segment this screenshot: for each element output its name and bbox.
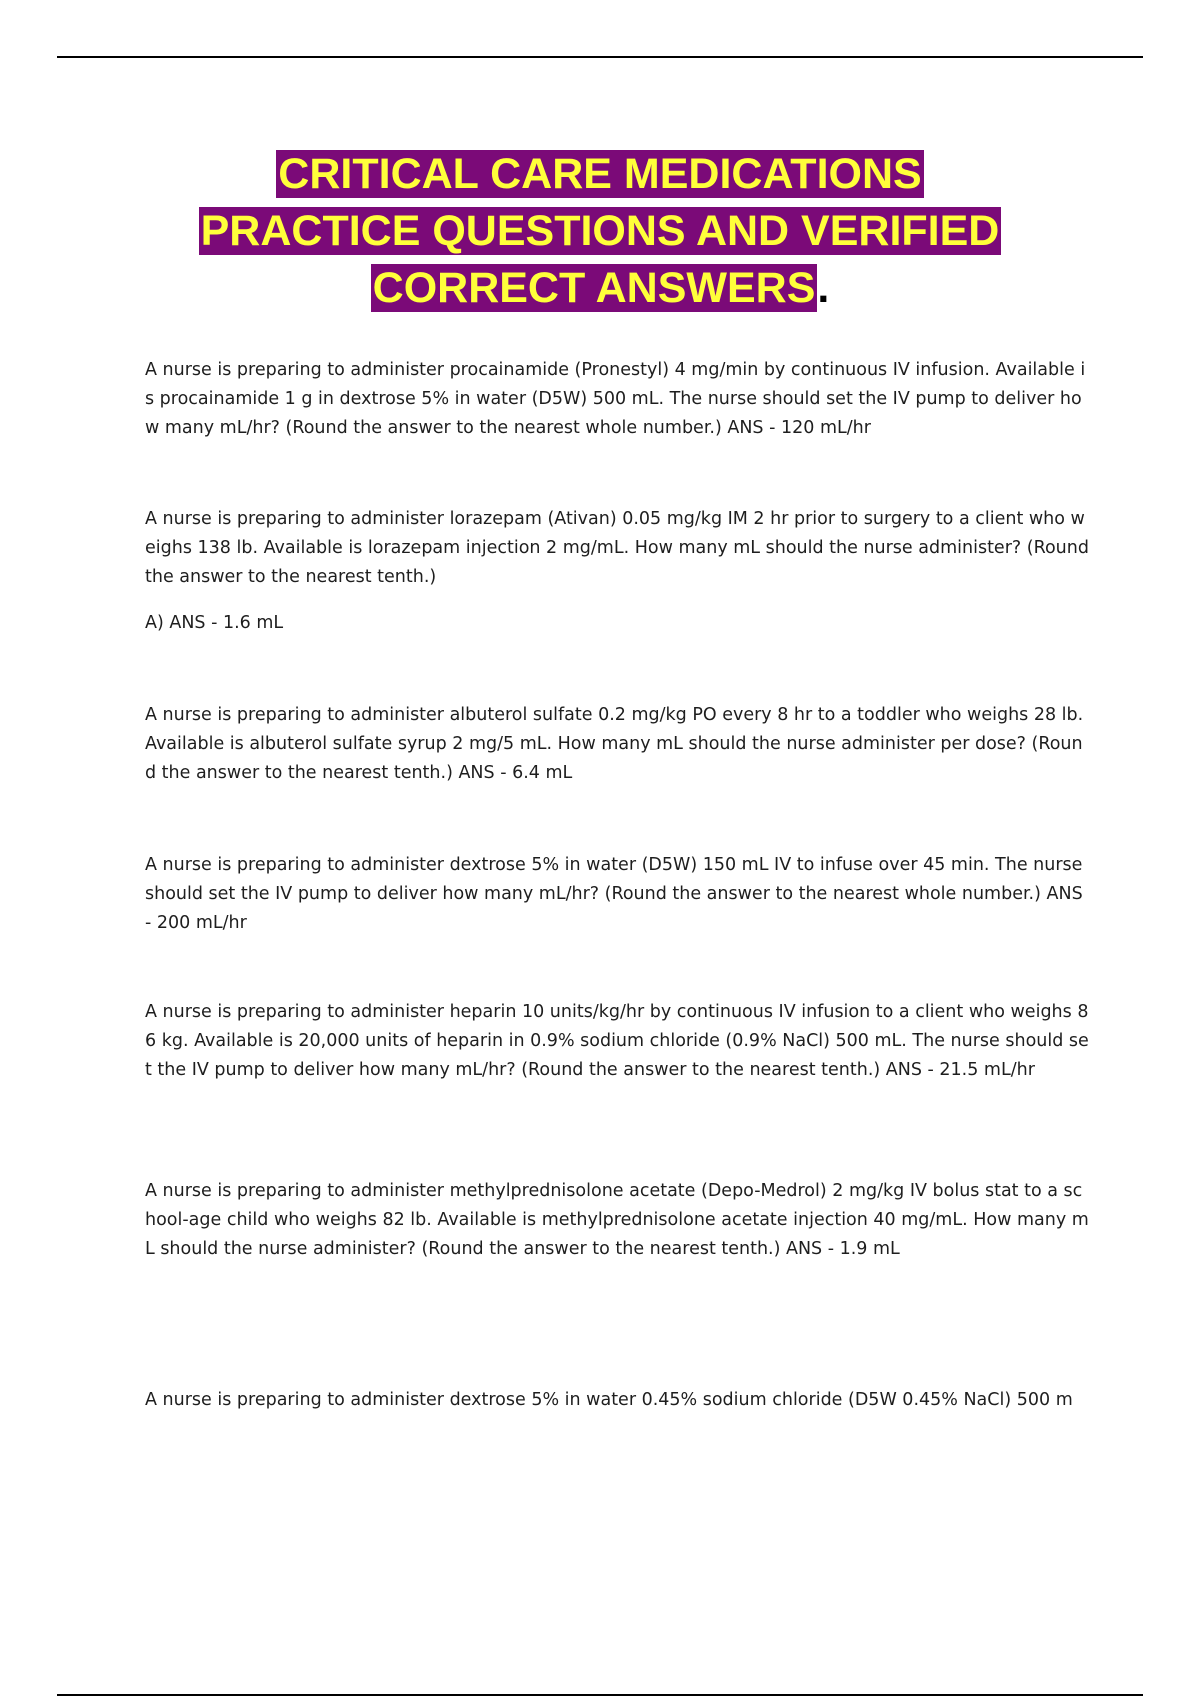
document-title: [0, 146, 1200, 317]
title-line-3: CORRECT ANSWERS: [372, 264, 816, 312]
top-rule: [57, 56, 1143, 58]
question-text: A nurse is preparing to administer methylprednisolone acetate (Depo-Medrol) 2 mg/kg IV bolus stat to a school-age child who weighs 82 lb. Available is methylprednisolone acetate injection 40 mg/mL. How many mL should the nurse administer? (Round the answer to the nearest tenth.) ANS - 1.9 mL: [145, 1181, 1089, 1259]
question-text: A nurse is preparing to administer lorazepam (Ativan) 0.05 mg/kg IM 2 hr prior to surgery to a client who weighs 138 lb. Available is lorazepam injection 2 mg/mL. How many mL should the nurse administer? (Round the answer to the nearest tenth.): [145, 509, 1089, 587]
question-text: A nurse is preparing to administer dextrose 5% in water 0.45% sodium chloride (D5W 0.45% NaCl) 500 m: [145, 1390, 1073, 1410]
question-7: [145, 1386, 1089, 1415]
question-answer: A) ANS - 1.6 mL: [145, 613, 284, 633]
title-line-1: CRITICAL CARE MEDICATIONS: [278, 150, 922, 198]
question-text: A nurse is preparing to administer dextrose 5% in water (D5W) 150 mL IV to infuse over 45 min. The nurse should set the IV pump to deliver how many mL/hr? (Round the answer to the nearest whole number.) ANS - 200 mL/hr: [145, 855, 1083, 933]
question-2: [145, 505, 1089, 638]
question-6: [145, 1177, 1089, 1264]
bottom-rule: [57, 1694, 1143, 1696]
question-text: A nurse is preparing to administer procainamide (Pronestyl) 4 mg/min by continuous IV infusion. Available is procainamide 1 g in dextrose 5% in water (D5W) 500 mL. The nurse should set the IV pump to deliver how many mL/hr? (Round the answer to the nearest whole number.) ANS - 120 mL/hr: [145, 360, 1086, 438]
question-text: A nurse is preparing to administer albuterol sulfate 0.2 mg/kg PO every 8 hr to a toddler who weighs 28 lb. Available is albuterol sulfate syrup 2 mg/5 mL. How many mL should the nurse administer per dose? (Round the answer to the nearest tenth.) ANS - 6.4 mL: [145, 705, 1084, 783]
question-text: A nurse is preparing to administer heparin 10 units/kg/hr by continuous IV infusion to a client who weighs 86 kg. Available is 20,000 units of heparin in 0.9% sodium chloride (0.9% NaCl) 500 mL. The nurse should set the IV pump to deliver how many mL/hr? (Round the answer to the nearest tenth.) ANS - 21.5 mL/hr: [145, 1002, 1089, 1080]
title-line-2: PRACTICE QUESTIONS AND VERIFIED: [200, 207, 1000, 255]
question-5: [145, 998, 1089, 1085]
title-period: .: [817, 264, 830, 312]
question-3: [145, 701, 1089, 788]
question-4: [145, 851, 1089, 938]
question-1: [145, 356, 1089, 443]
